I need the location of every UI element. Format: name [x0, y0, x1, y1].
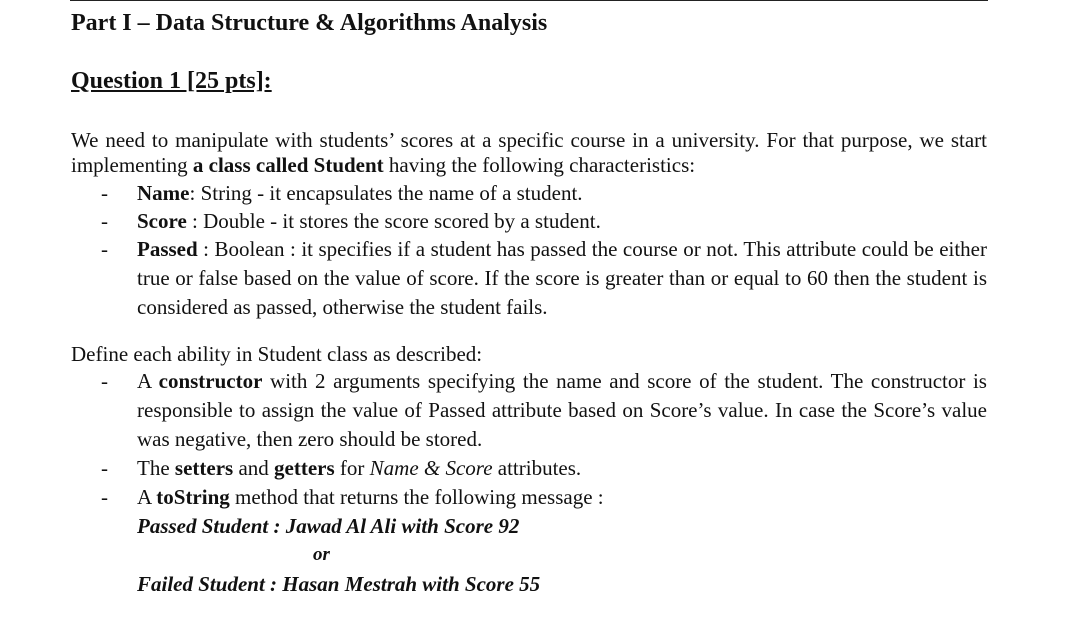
- example-passed: Passed Student : Jawad Al Ali with Score 92: [137, 514, 520, 538]
- define-intro: Define each ability in Student class as described:: [71, 342, 483, 366]
- attribute-desc: : String - it encapsulates the name of a student.: [189, 181, 583, 205]
- example-failed: Failed Student : Hasan Mestrah with Score 55: [137, 572, 541, 596]
- ability-text: method that returns the following message :: [229, 485, 604, 509]
- attribute-name: Name: [137, 181, 190, 205]
- list-item: [71, 454, 987, 483]
- ability-text: attributes.: [492, 456, 582, 480]
- list-item: [71, 207, 987, 235]
- top-rule: [70, 0, 988, 1]
- ability-text: A: [137, 369, 159, 393]
- intro-paragraph: [71, 128, 987, 178]
- bullet-dash: -: [101, 485, 108, 509]
- ability-text: with 2 arguments specifying the name and score of the student. The constructor is responsible to assign the value of Passed attribute based on Score’s value. In case the Score’s value was negative, then zero should be stored.: [137, 369, 987, 451]
- attribute-desc: : Double - it stores the score scored by a student.: [186, 209, 601, 233]
- intro-text-2: having the following characteristics:: [383, 153, 696, 177]
- attribute-name: Score: [137, 209, 187, 233]
- list-item: [71, 483, 987, 512]
- ability-italic: Name & Score: [369, 456, 493, 480]
- ability-text: A: [137, 485, 157, 509]
- attribute-desc: : Boolean : it specifies if a student has passed the course or not. This attribute could be either true or false based on the value of score. If the score is greater than or equal to 60 then the student is considered as passed, otherwise the student fails.: [137, 237, 987, 319]
- intro-text-1: We need to manipulate with students’ scores at a specific course in a university. For that purpose, we start implementing: [71, 128, 987, 177]
- intro-bold: a class called Student: [192, 153, 384, 177]
- list-item: [71, 179, 987, 207]
- ability-text: for: [334, 456, 370, 480]
- part-title: Part I – Data Structure & Algorithms Analysis: [71, 10, 548, 36]
- ability-text: The: [137, 456, 175, 480]
- bullet-dash: -: [101, 181, 108, 205]
- list-item: [71, 235, 987, 322]
- bullet-dash: -: [101, 209, 108, 233]
- ability-bold: setters: [174, 456, 234, 480]
- example-or: or: [313, 544, 330, 565]
- ability-bold: constructor: [158, 369, 263, 393]
- characteristics-list: [71, 179, 987, 322]
- attribute-name: Passed: [137, 237, 198, 261]
- abilities-list: [71, 367, 987, 512]
- list-item: [71, 367, 987, 454]
- bullet-dash: -: [101, 369, 108, 393]
- ability-text: and: [233, 456, 275, 480]
- question-heading: Question 1 [25 pts]:: [71, 68, 272, 94]
- ability-bold: getters: [274, 456, 335, 480]
- bullet-dash: -: [101, 237, 108, 261]
- ability-bold: toString: [156, 485, 230, 509]
- bullet-dash: -: [101, 456, 108, 480]
